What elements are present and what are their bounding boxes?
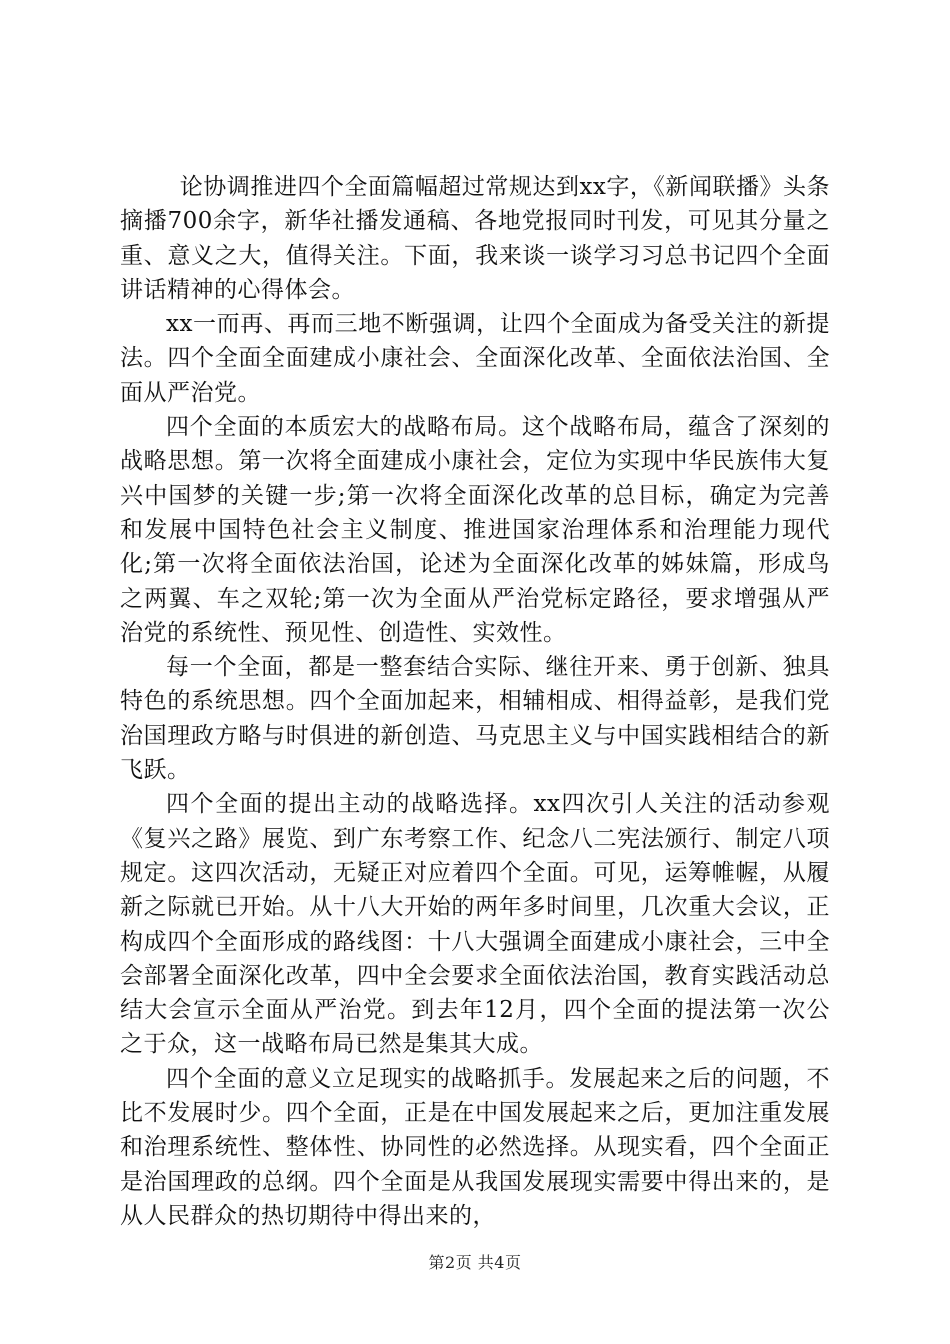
paragraph-1: 论协调推进四个全面篇幅超过常规达到xx字，《新闻联播》头条摘播700余字，新华社播发通稿、各地党报同时刊发，可见其分量之重、意义之大，值得关注。下面，我来谈一谈学习习总书记四个全面讲话精神的心得体会。 [120,174,830,303]
paragraph-2: xx一而再、再而三地不断强调，让四个全面成为备受关注的新提法。四个全面全面建成小康社会、全面深化改革、全面依法治国、全面从严治党。 [120,311,830,406]
paragraph-6: 四个全面的意义立足现实的战略抓手。发展起来之后的问题，不比不发展时少。四个全面，正是在中国发展起来之后，更加注重发展和治理系统性、整体性、协同性的必然选择。从现实看，四个全面正是治国理政的总纲。四个全面是从我国发展现实需要中得出来的，是从人民群众的热切期待中得出来的， [120,1065,830,1229]
page-number-footer: 第2页 共4页 [428,1253,522,1272]
paragraph-5: 四个全面的提出主动的战略选择。xx四次引人关注的活动参观《复兴之路》展览、到广东考察工作、纪念八二宪法颁行、制定八项规定。这四次活动，无疑正对应着四个全面。可见，运筹帷幄，从履新之际就已开始。从十八大开始的两年多时间里，几次重大会议，正构成四个全面形成的路线图：十八大强调全面建成小康社会，三中全会部署全面深化改革，四中全会要求全面依法治国，教育实践活动总结大会宣示全面从严治党。到去年12月，四个全面的提法第一次公之于众，这一战略布局已然是集其大成。 [120,791,830,1058]
paragraph-3: 四个全面的本质宏大的战略布局。这个战略布局，蕴含了深刻的战略思想。第一次将全面建成小康社会，定位为实现中华民族伟大复兴中国梦的关键一步;第一次将全面深化改革的总目标，确定为完善和发展中国特色社会主义制度、推进国家治理体系和治理能力现代化;第一次将全面依法治国，论述为全面深化改革的姊妹篇，形成鸟之两翼、车之双轮;第一次为全面从严治党标定路径，要求增强从严治党的系统性、预见性、创造性、实效性。 [120,414,830,646]
document-body [120,170,830,1233]
paragraph-4: 每一个全面，都是一整套结合实际、继往开来、勇于创新、独具特色的系统思想。四个全面加起来，相辅相成、相得益彰，是我们党治国理政方略与时俱进的新创造、马克思主义与中国实践相结合的新飞跃。 [120,654,830,784]
